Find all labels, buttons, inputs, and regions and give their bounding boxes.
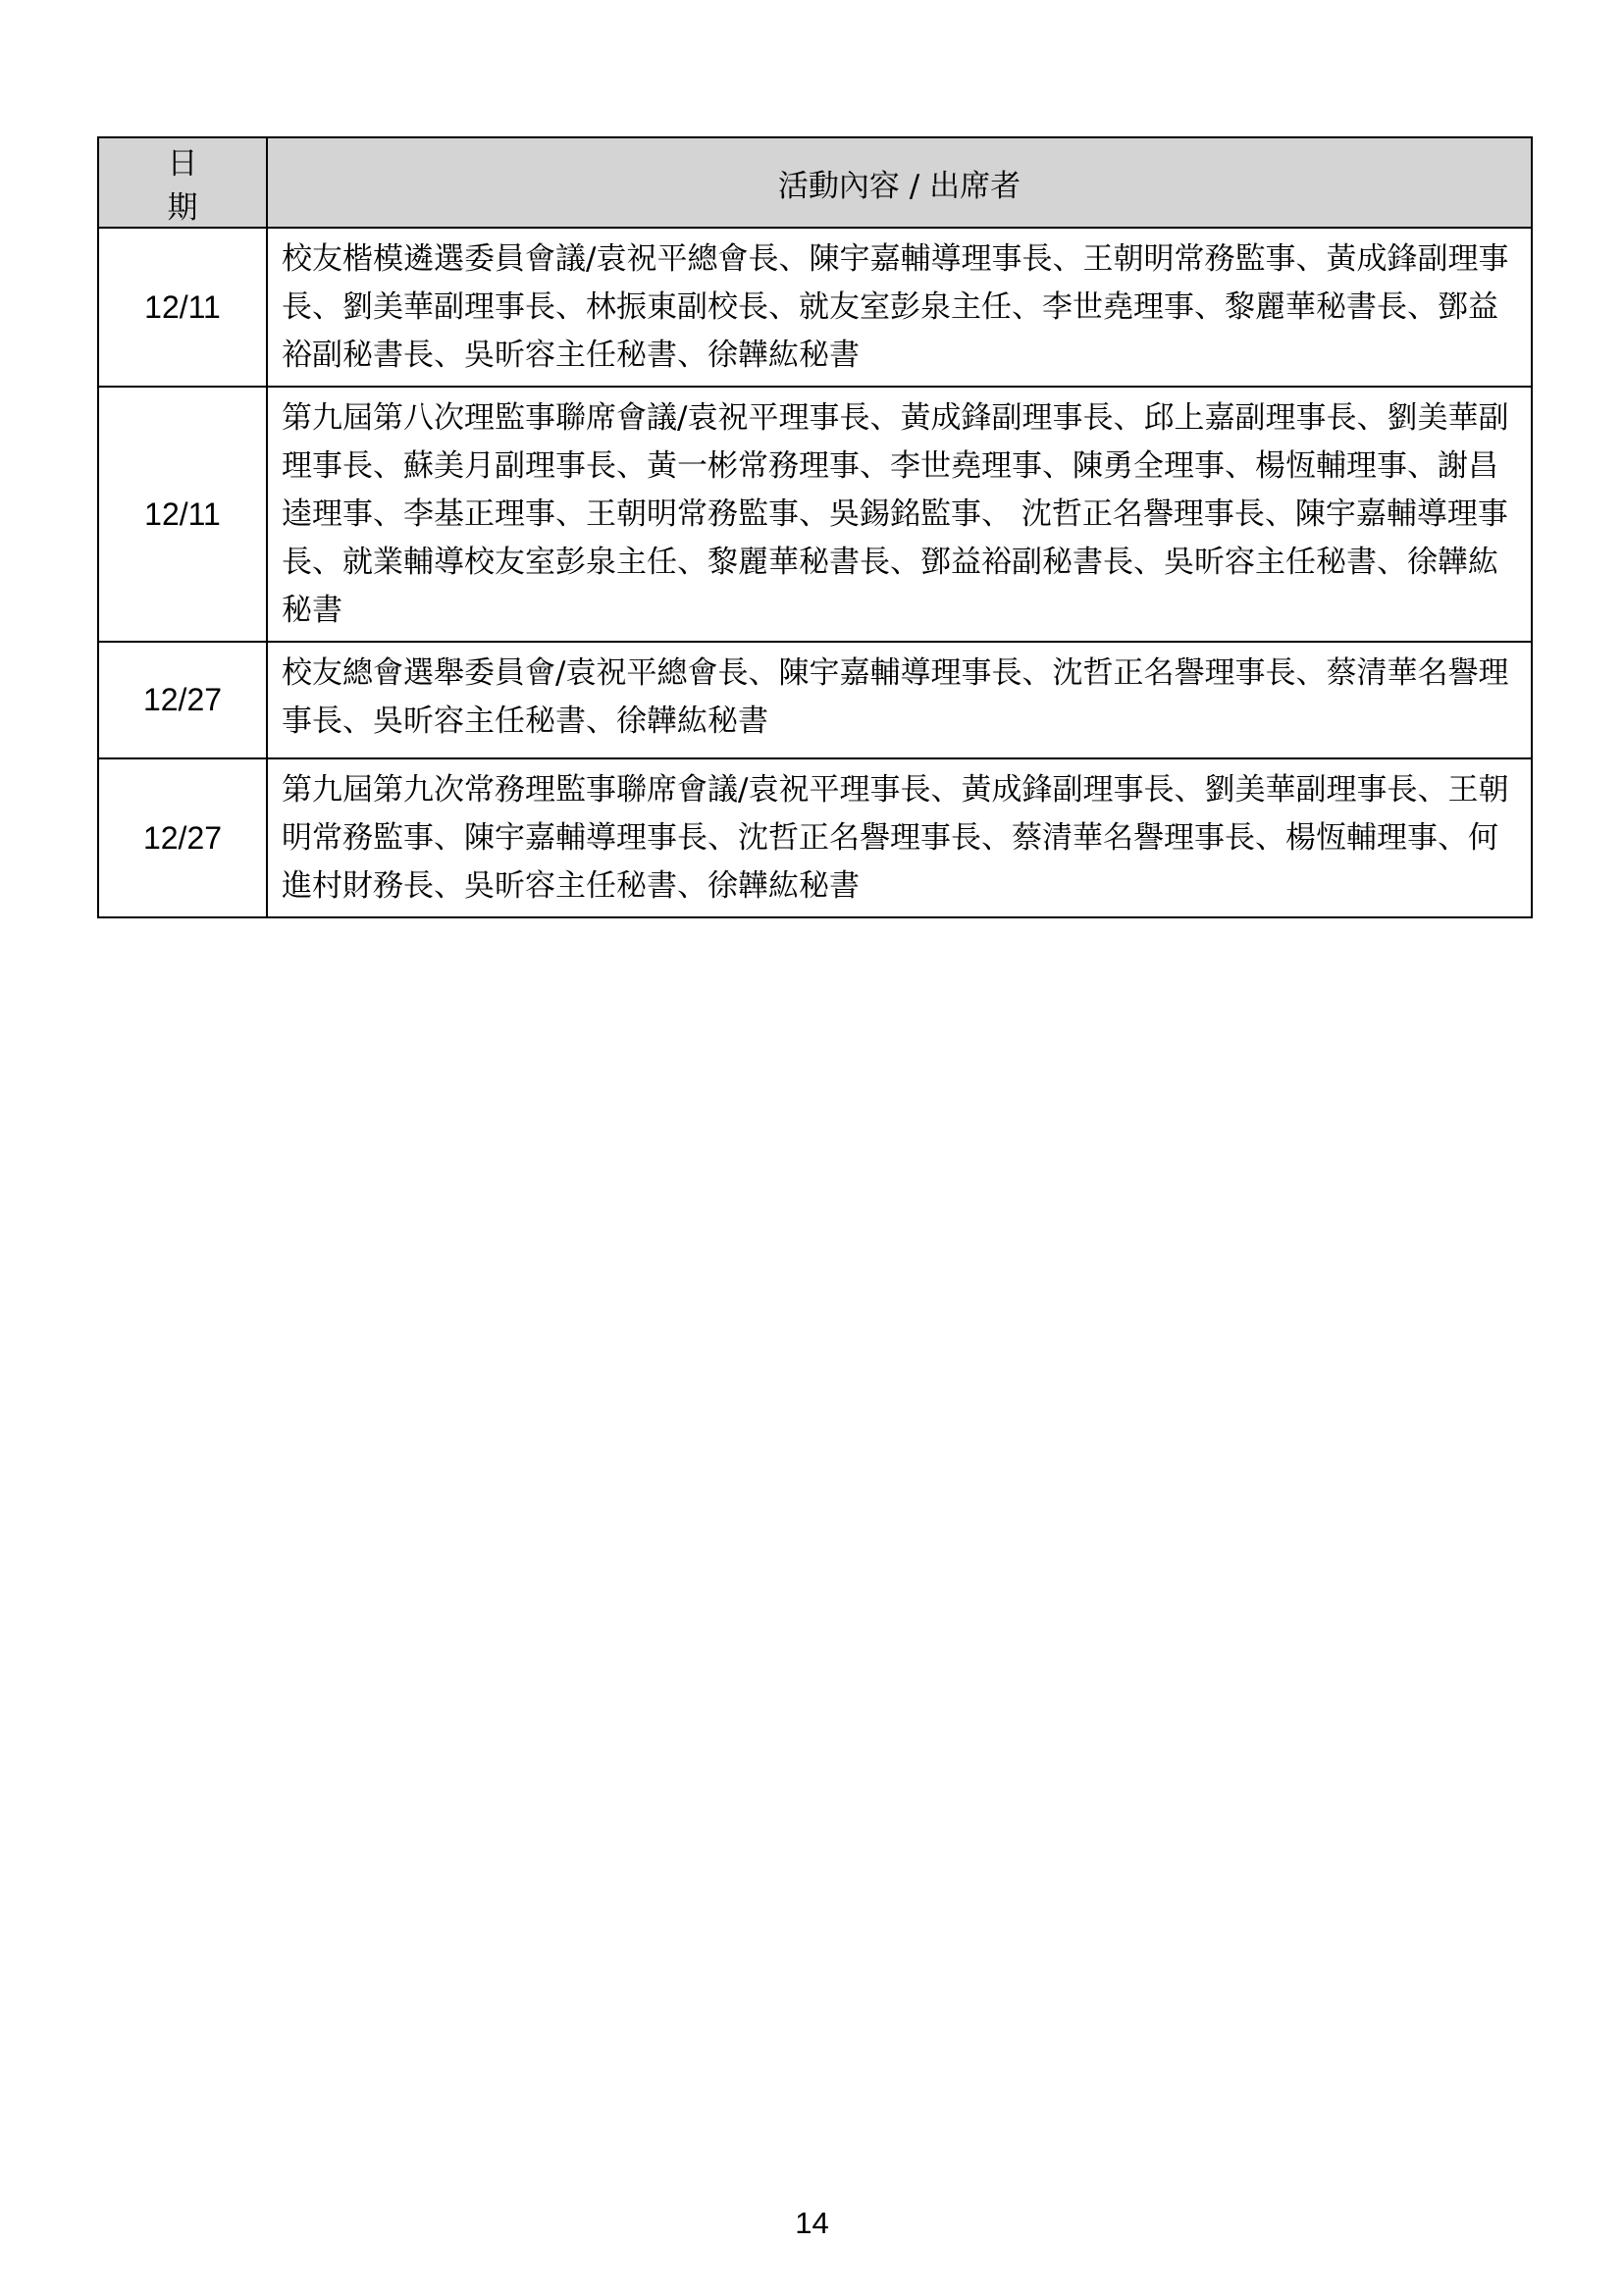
content-cell: 校友總會選舉委員會/袁祝平總會長、陳宇嘉輔導理事長、沈哲正名譽理事長、蔡清華名譽理事長、吳昕容主任秘書、徐韡紘秘書 (267, 642, 1532, 758)
table-row (98, 758, 1532, 917)
table-row (98, 387, 1532, 642)
table-row (98, 228, 1532, 387)
content-cell: 校友楷模遴選委員會議/袁祝平總會長、陳宇嘉輔導理事長、王朝明常務監事、黃成鋒副理事長、劉美華副理事長、林振東副校長、就友室彭泉主任、李世堯理事、黎麗華秘書長、鄧益裕副秘書長、吳昕容主任秘書、徐韡紘秘書 (267, 228, 1532, 387)
date-cell: 12/27 (98, 642, 267, 758)
content-column-header: 活動內容 / 出席者 (267, 137, 1532, 228)
table-row (98, 642, 1532, 758)
date-column-header: 日期 (98, 137, 267, 228)
date-cell: 12/11 (98, 228, 267, 387)
date-cell: 12/27 (98, 758, 267, 917)
page-number: 14 (795, 2206, 829, 2240)
content-cell: 第九屆第九次常務理監事聯席會議/袁祝平理事長、黃成鋒副理事長、劉美華副理事長、王朝明常務監事、陳宇嘉輔導理事長、沈哲正名譽理事長、蔡清華名譽理事長、楊恆輔理事、何進村財務長、吳昕容主任秘書、徐韡紘秘書 (267, 758, 1532, 917)
activity-table (97, 136, 1533, 918)
table-header-row (98, 137, 1532, 228)
content-cell: 第九屆第八次理監事聯席會議/袁祝平理事長、黃成鋒副理事長、邱上嘉副理事長、劉美華副理事長、蘇美月副理事長、黃一彬常務理事、李世堯理事、陳勇全理事、楊恆輔理事、謝昌逵理事、李基正理事、王朝明常務監事、吳錫銘監事、 沈哲正名譽理事長、陳宇嘉輔導理事長、就業輔導校友室彭泉主任、黎麗華秘書長、鄧益裕副秘書長、吳昕容主任秘書、徐韡紘秘書 (267, 387, 1532, 642)
date-cell: 12/11 (98, 387, 267, 642)
